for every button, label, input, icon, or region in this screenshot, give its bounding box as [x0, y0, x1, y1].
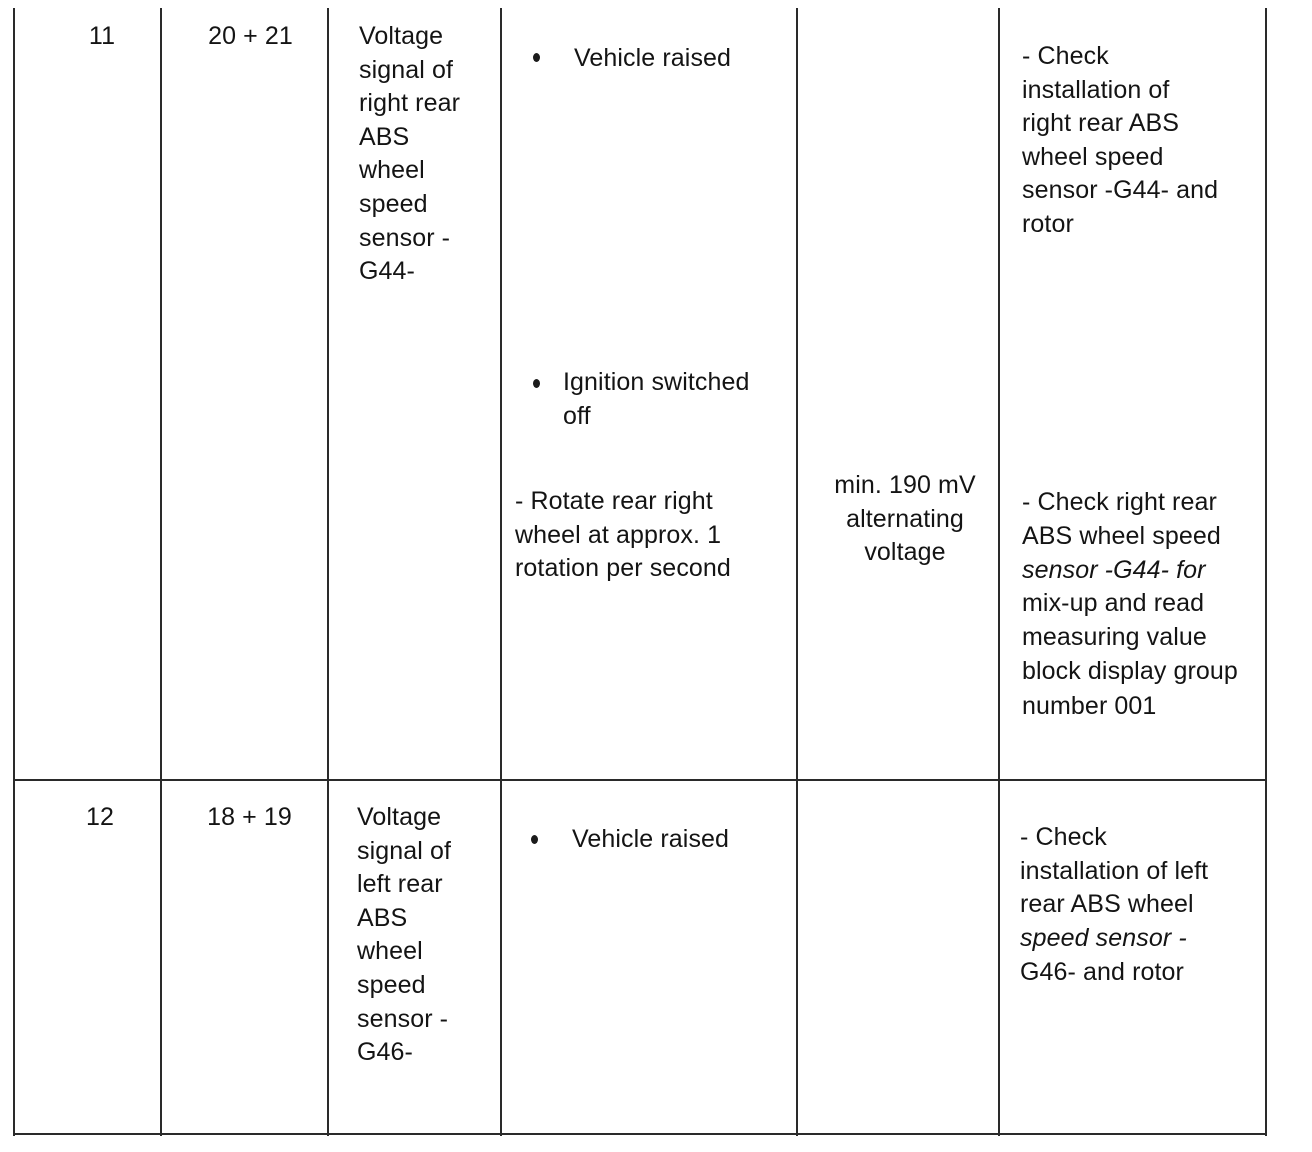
remedy-line: ABS wheel speed — [1022, 522, 1221, 550]
condition-item: Vehicle raised — [572, 825, 730, 853]
condition-instruction: - Rotate rear right wheel at approx. 1 rotation per second — [515, 487, 731, 583]
bullet-icon — [533, 53, 540, 62]
remedy-line: speed sensor - — [1020, 924, 1187, 952]
remedy-line: - Check right rear — [1022, 488, 1217, 516]
pin-numbers: 18 + 19 — [207, 803, 292, 831]
remedy-line: installation of left — [1020, 857, 1209, 885]
column-divider-2 — [327, 8, 329, 1136]
row-number: 11 — [88, 22, 116, 50]
remedy-line: rear ABS wheel — [1020, 890, 1194, 918]
remedy-line: measuring value — [1022, 623, 1207, 651]
pin-numbers: 20 + 21 — [208, 22, 293, 50]
remedy-text: - Check installation of right rear ABS wheel speed sensor -G44- and rotor — [1022, 42, 1219, 238]
column-divider-4 — [796, 8, 798, 1136]
remedy-line: mix-up and read — [1022, 589, 1205, 617]
bullet-icon — [531, 835, 538, 844]
remedy-line: sensor -G44- for — [1022, 556, 1206, 584]
condition-item: Ignition switched off — [563, 368, 750, 430]
table-border-bottom — [13, 1133, 1267, 1135]
test-description: Voltage signal of left rear ABS wheel speed sensor - G46- — [357, 803, 452, 1067]
column-divider-5 — [998, 8, 1000, 1136]
column-divider-3 — [500, 8, 502, 1136]
bullet-icon — [533, 379, 540, 388]
row-number: 12 — [85, 803, 114, 831]
test-description: Voltage signal of right rear ABS wheel speed sensor - G44- — [359, 22, 461, 286]
column-divider-1 — [160, 8, 162, 1136]
remedy-text-clip — [1020, 486, 1265, 718]
remedy-line: block display group — [1022, 657, 1238, 685]
table-border-right — [1265, 8, 1267, 1136]
condition-item: Vehicle raised — [574, 44, 732, 72]
nominal-value: min. 190 mV alternating voltage — [834, 471, 976, 567]
table-border-left — [13, 8, 15, 1136]
remedy-line: number 001 — [1022, 692, 1157, 718]
remedy-line: - Check — [1020, 823, 1107, 851]
row-divider — [13, 779, 1267, 781]
remedy-line: G46- and rotor — [1020, 958, 1184, 986]
